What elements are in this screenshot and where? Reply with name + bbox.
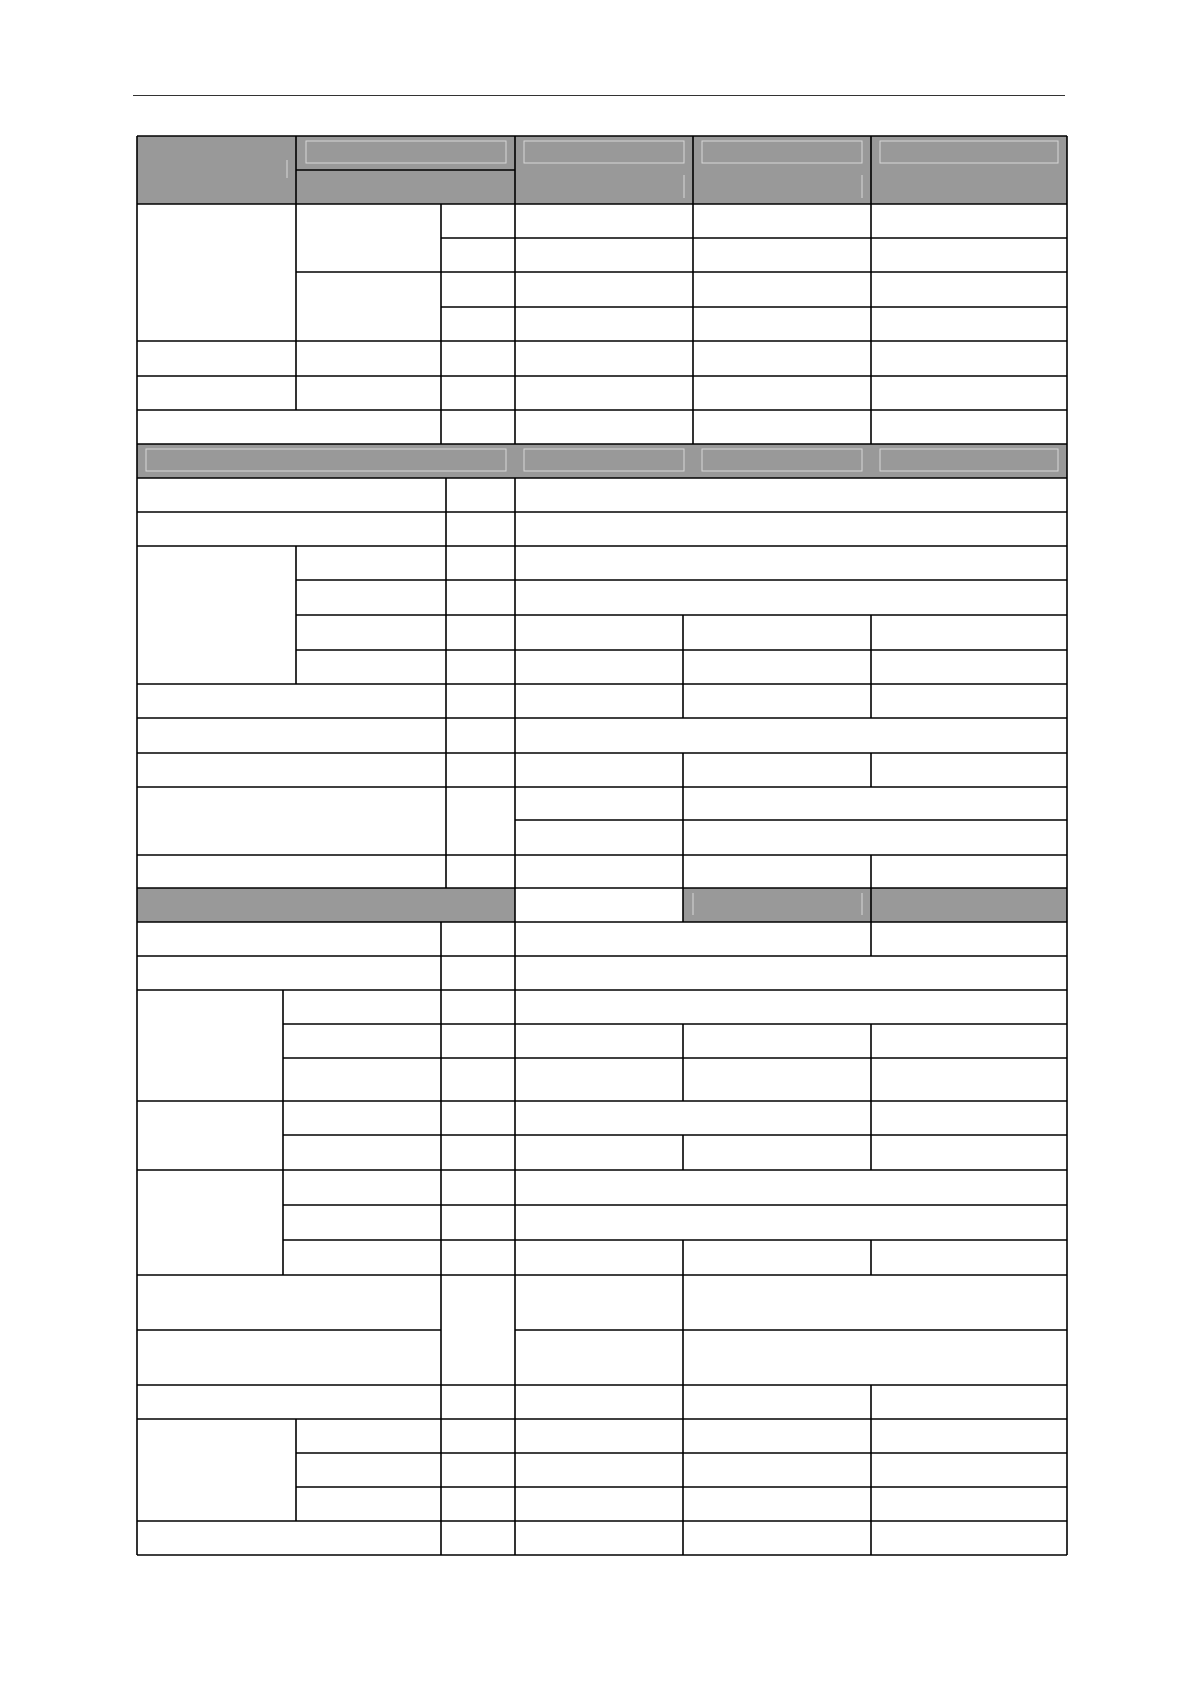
header-band-3 <box>137 888 1067 922</box>
header-band-1 <box>137 136 1067 204</box>
table-grid <box>137 136 1067 1555</box>
header-bevels <box>146 141 1058 915</box>
